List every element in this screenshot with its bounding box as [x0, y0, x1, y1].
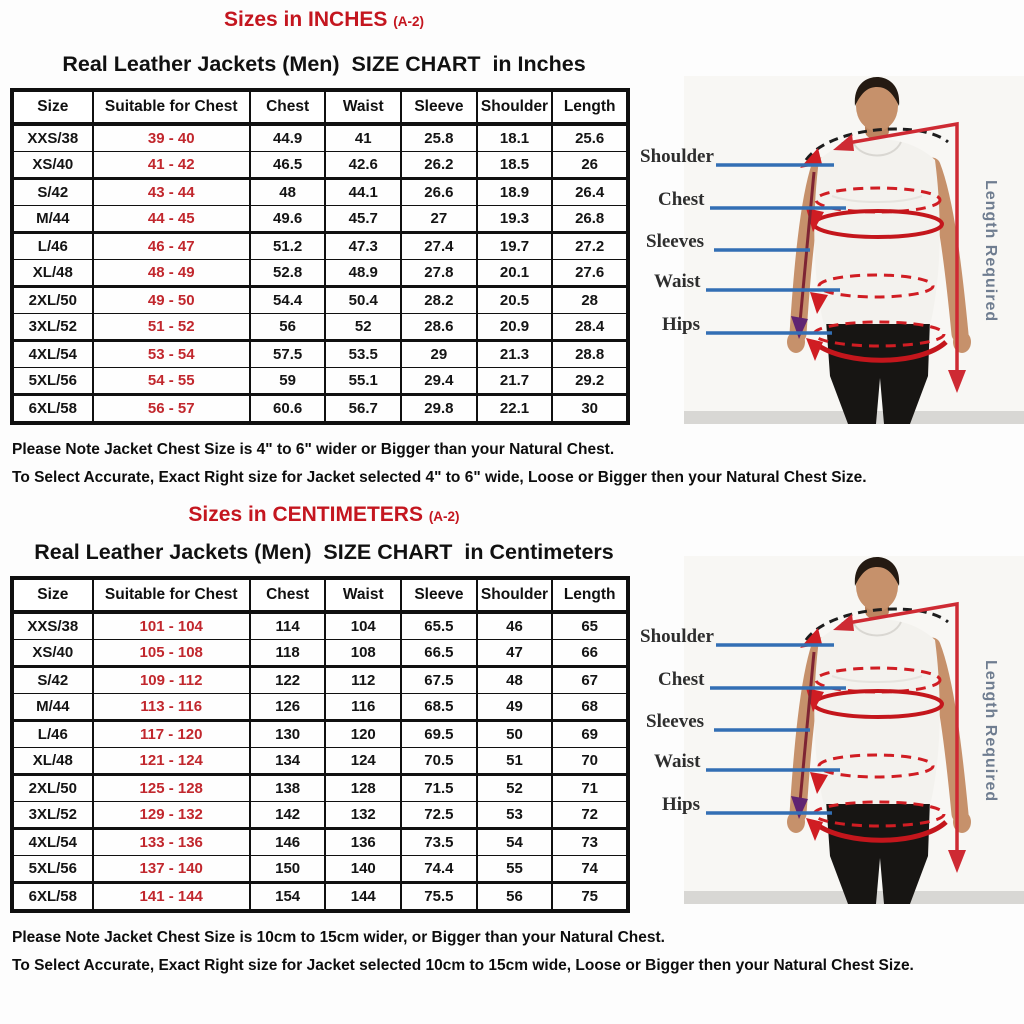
- table-row: [12, 748, 628, 775]
- table-row: [12, 612, 628, 640]
- inches-heading-text: Sizes in INCHES: [224, 8, 388, 31]
- shoulder-label: Shoulder: [640, 146, 714, 167]
- cell: 59: [250, 368, 326, 395]
- cell: 6XL/58: [12, 395, 93, 424]
- cell: 48.9: [325, 260, 401, 287]
- cell: 2XL/50: [12, 287, 93, 314]
- column-header: Size: [12, 578, 93, 612]
- cell: 69: [552, 721, 628, 748]
- cell: 49.6: [250, 206, 326, 233]
- cell: 29.8: [401, 395, 477, 424]
- cell: 118: [250, 640, 326, 667]
- cell: 44 - 45: [93, 206, 250, 233]
- column-header: Length: [552, 90, 628, 124]
- cell: 25.8: [401, 124, 477, 152]
- cell: 28.8: [552, 341, 628, 368]
- cell: 70.5: [401, 748, 477, 775]
- cell: 26.2: [401, 152, 477, 179]
- cell: M/44: [12, 694, 93, 721]
- cell: 51: [477, 748, 553, 775]
- cell: 20.9: [477, 314, 553, 341]
- table-row: [12, 233, 628, 260]
- cell: 133 - 136: [93, 829, 250, 856]
- cell: 22.1: [477, 395, 553, 424]
- cell: 4XL/54: [12, 829, 93, 856]
- cell: 109 - 112: [93, 667, 250, 694]
- cell: 27.2: [552, 233, 628, 260]
- cell: 29: [401, 341, 477, 368]
- inches-measurement-figure: [634, 76, 1024, 444]
- cell: 113 - 116: [93, 694, 250, 721]
- cell: 53: [477, 802, 553, 829]
- cell: 19.3: [477, 206, 553, 233]
- table-row: [12, 395, 628, 424]
- table-row: [12, 341, 628, 368]
- cell: 146: [250, 829, 326, 856]
- cell: XL/48: [12, 260, 93, 287]
- inches-note-2: To Select Accurate, Exact Right size for Jacket selected 4" to 6" wide, Loose or Bigger then your Natural Chest Size.: [12, 469, 867, 486]
- cell: 124: [325, 748, 401, 775]
- table-row: [12, 314, 628, 341]
- cell: 74: [552, 856, 628, 883]
- chest-label: Chest: [658, 669, 705, 690]
- table-row: [12, 152, 628, 179]
- cell: 134: [250, 748, 326, 775]
- cell: 3XL/52: [12, 802, 93, 829]
- cell: 28.6: [401, 314, 477, 341]
- cell: 42.6: [325, 152, 401, 179]
- cell: 108: [325, 640, 401, 667]
- cell: 67.5: [401, 667, 477, 694]
- cell: 104: [325, 612, 401, 640]
- table-row: [12, 802, 628, 829]
- cell: 28: [552, 287, 628, 314]
- cell: 114: [250, 612, 326, 640]
- cell: 44.1: [325, 179, 401, 206]
- hips-label: Hips: [662, 794, 701, 815]
- column-header: Chest: [250, 90, 326, 124]
- cell: 71.5: [401, 775, 477, 802]
- column-header: Shoulder: [477, 90, 553, 124]
- cell: XS/40: [12, 640, 93, 667]
- cell: 141 - 144: [93, 883, 250, 912]
- column-header: Waist: [325, 578, 401, 612]
- table-row: [12, 368, 628, 395]
- cell: 122: [250, 667, 326, 694]
- cell: 49 - 50: [93, 287, 250, 314]
- cell: 57.5: [250, 341, 326, 368]
- cell: 55: [477, 856, 553, 883]
- cell: 66: [552, 640, 628, 667]
- cell: 140: [325, 856, 401, 883]
- cell: 29.4: [401, 368, 477, 395]
- cell: 43 - 44: [93, 179, 250, 206]
- cell: 47: [477, 640, 553, 667]
- column-header: Suitable for Chest: [93, 578, 250, 612]
- table-row: [12, 206, 628, 233]
- cell: 116: [325, 694, 401, 721]
- cell: 54: [477, 829, 553, 856]
- cell: 56: [250, 314, 326, 341]
- waist-label: Waist: [654, 271, 701, 292]
- cell: 72: [552, 802, 628, 829]
- cell: 68: [552, 694, 628, 721]
- cell: 3XL/52: [12, 314, 93, 341]
- cell: 120: [325, 721, 401, 748]
- cell: 48: [250, 179, 326, 206]
- cell: XXS/38: [12, 124, 93, 152]
- column-header: Waist: [325, 90, 401, 124]
- header-row: [12, 578, 628, 612]
- length-required-label: Length Required: [982, 660, 999, 803]
- cell: 27: [401, 206, 477, 233]
- cell: 18.9: [477, 179, 553, 206]
- cell: 48 - 49: [93, 260, 250, 287]
- cell: 130: [250, 721, 326, 748]
- cell: 136: [325, 829, 401, 856]
- measurement-diagram: [634, 556, 1024, 924]
- table-row: [12, 179, 628, 206]
- cell: 5XL/56: [12, 368, 93, 395]
- cell: 19.7: [477, 233, 553, 260]
- table-row: [12, 829, 628, 856]
- cm-table-title: Real Leather Jackets (Men) SIZE CHART in Centimeters: [34, 540, 614, 564]
- cell: 68.5: [401, 694, 477, 721]
- column-header: Suitable for Chest: [93, 90, 250, 124]
- column-header: Shoulder: [477, 578, 553, 612]
- cell: 29.2: [552, 368, 628, 395]
- cm-section-heading: [0, 503, 648, 527]
- cell: 73: [552, 829, 628, 856]
- inches-note-1: Please Note Jacket Chest Size is 4" to 6" wider or Bigger than your Natural Chest.: [12, 441, 615, 458]
- cell: 41 - 42: [93, 152, 250, 179]
- table-row: [12, 124, 628, 152]
- cell: XS/40: [12, 152, 93, 179]
- cell: 18.1: [477, 124, 553, 152]
- column-header: Sleeve: [401, 578, 477, 612]
- cell: 25.6: [552, 124, 628, 152]
- cell: 28.2: [401, 287, 477, 314]
- cell: 30: [552, 395, 628, 424]
- cell: 70: [552, 748, 628, 775]
- column-header: Sleeve: [401, 90, 477, 124]
- cell: 50.4: [325, 287, 401, 314]
- cell: 46: [477, 612, 553, 640]
- cell: 126: [250, 694, 326, 721]
- cell: 27.4: [401, 233, 477, 260]
- column-header: Size: [12, 90, 93, 124]
- cell: 69.5: [401, 721, 477, 748]
- cell: 21.3: [477, 341, 553, 368]
- cell: 26.4: [552, 179, 628, 206]
- inches-size-table: [10, 88, 630, 425]
- cell: 51 - 52: [93, 314, 250, 341]
- column-header: Length: [552, 578, 628, 612]
- cell: 44.9: [250, 124, 326, 152]
- cell: 53.5: [325, 341, 401, 368]
- cell: 60.6: [250, 395, 326, 424]
- cm-size-table: [10, 576, 630, 913]
- table-row: [12, 721, 628, 748]
- cm-heading-text: Sizes in CENTIMETERS: [188, 503, 423, 526]
- cell: 4XL/54: [12, 341, 93, 368]
- cell: 75.5: [401, 883, 477, 912]
- cell: 129 - 132: [93, 802, 250, 829]
- cell: 54.4: [250, 287, 326, 314]
- cell: 112: [325, 667, 401, 694]
- cell: 117 - 120: [93, 721, 250, 748]
- cell: 27.6: [552, 260, 628, 287]
- cell: 138: [250, 775, 326, 802]
- column-header: Chest: [250, 578, 326, 612]
- cell: 51.2: [250, 233, 326, 260]
- cell: 73.5: [401, 829, 477, 856]
- cell: 55.1: [325, 368, 401, 395]
- cell: 46.5: [250, 152, 326, 179]
- cell: 74.4: [401, 856, 477, 883]
- cell: 75: [552, 883, 628, 912]
- cell: 46 - 47: [93, 233, 250, 260]
- cell: XXS/38: [12, 612, 93, 640]
- table-row: [12, 287, 628, 314]
- cell: 50: [477, 721, 553, 748]
- length-required-label: Length Required: [982, 180, 999, 323]
- cell: S/42: [12, 667, 93, 694]
- table-row: [12, 694, 628, 721]
- cm-note-1: Please Note Jacket Chest Size is 10cm to 15cm wider, or Bigger than your Natural Chest.: [12, 929, 665, 946]
- cell: 56 - 57: [93, 395, 250, 424]
- cell: 52.8: [250, 260, 326, 287]
- cell: 39 - 40: [93, 124, 250, 152]
- cell: 53 - 54: [93, 341, 250, 368]
- cm-note-2: To Select Accurate, Exact Right size for Jacket selected 10cm to 15cm wide, Loose or Bigger then your Natural Chest Size.: [12, 957, 914, 974]
- waist-label: Waist: [654, 751, 701, 772]
- cell: 67: [552, 667, 628, 694]
- cell: L/46: [12, 721, 93, 748]
- cell: 72.5: [401, 802, 477, 829]
- cell: M/44: [12, 206, 93, 233]
- cell: 56: [477, 883, 553, 912]
- table-row: [12, 640, 628, 667]
- cell: 26.8: [552, 206, 628, 233]
- cell: 144: [325, 883, 401, 912]
- cell: 20.5: [477, 287, 553, 314]
- cell: 132: [325, 802, 401, 829]
- table-row: [12, 667, 628, 694]
- cell: 5XL/56: [12, 856, 93, 883]
- cell: L/46: [12, 233, 93, 260]
- hips-label: Hips: [662, 314, 701, 335]
- cell: 142: [250, 802, 326, 829]
- cell: 101 - 104: [93, 612, 250, 640]
- cell: 56.7: [325, 395, 401, 424]
- cell: 154: [250, 883, 326, 912]
- cell: 20.1: [477, 260, 553, 287]
- cell: 45.7: [325, 206, 401, 233]
- cell: 49: [477, 694, 553, 721]
- cell: 21.7: [477, 368, 553, 395]
- table-row: [12, 883, 628, 912]
- cell: 52: [477, 775, 553, 802]
- cell: 48: [477, 667, 553, 694]
- cm-heading-suffix: (A-2): [428, 509, 460, 524]
- shoulder-label: Shoulder: [640, 626, 714, 647]
- table-row: [12, 856, 628, 883]
- cell: 71: [552, 775, 628, 802]
- cell: 150: [250, 856, 326, 883]
- cell: 65: [552, 612, 628, 640]
- sleeves-label: Sleeves: [646, 711, 705, 732]
- cell: 54 - 55: [93, 368, 250, 395]
- cell: 125 - 128: [93, 775, 250, 802]
- cell: 18.5: [477, 152, 553, 179]
- cell: 6XL/58: [12, 883, 93, 912]
- inches-table-title: Real Leather Jackets (Men) SIZE CHART in Inches: [62, 52, 586, 76]
- chest-label: Chest: [658, 189, 705, 210]
- cell: 2XL/50: [12, 775, 93, 802]
- cell: 137 - 140: [93, 856, 250, 883]
- cell: 66.5: [401, 640, 477, 667]
- cell: 52: [325, 314, 401, 341]
- header-row: [12, 90, 628, 124]
- inches-section-heading: [0, 8, 648, 32]
- cell: 65.5: [401, 612, 477, 640]
- cell: 47.3: [325, 233, 401, 260]
- table-row: [12, 775, 628, 802]
- cell: 26.6: [401, 179, 477, 206]
- cell: S/42: [12, 179, 93, 206]
- cell: XL/48: [12, 748, 93, 775]
- cm-measurement-figure: [634, 556, 1024, 924]
- inches-heading-suffix: (A-2): [393, 14, 424, 29]
- sleeves-label: Sleeves: [646, 231, 705, 252]
- cell: 27.8: [401, 260, 477, 287]
- measurement-diagram: [634, 76, 1024, 444]
- cell: 26: [552, 152, 628, 179]
- cell: 121 - 124: [93, 748, 250, 775]
- cell: 128: [325, 775, 401, 802]
- cell: 41: [325, 124, 401, 152]
- cell: 105 - 108: [93, 640, 250, 667]
- cell: 28.4: [552, 314, 628, 341]
- table-row: [12, 260, 628, 287]
